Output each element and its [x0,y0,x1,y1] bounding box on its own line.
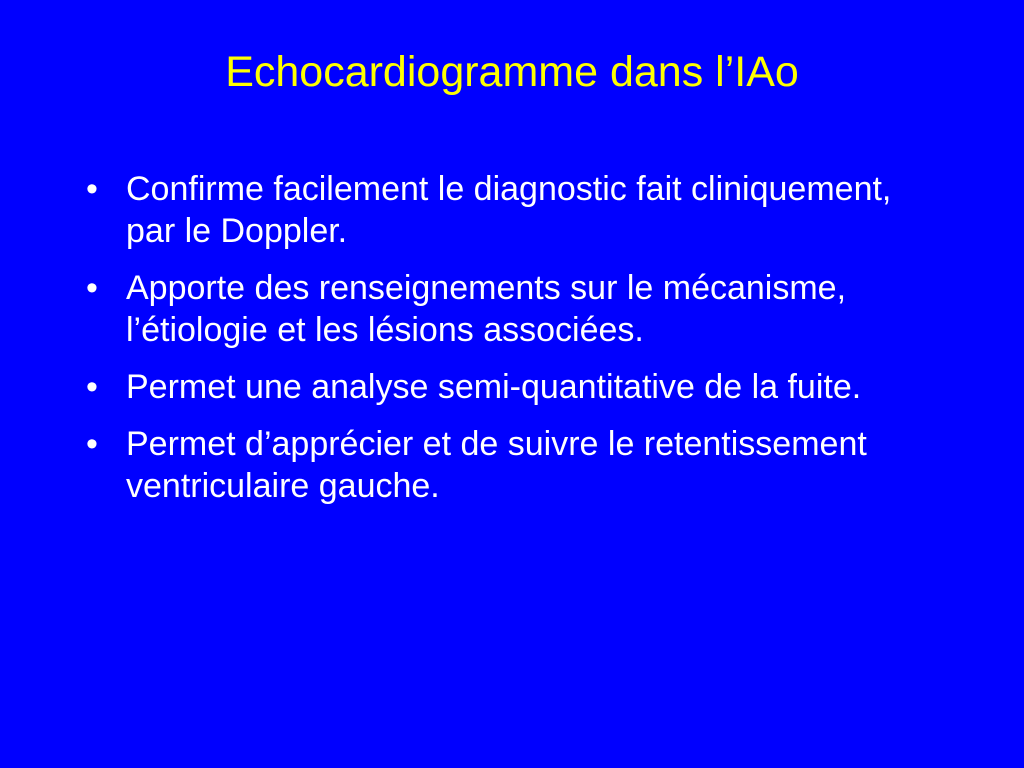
bullet-text: Confirme facilement le diagnostic fait cliniquement, par le Doppler. [126,170,892,250]
bullet-icon: • [86,269,98,307]
bullet-item-follow-up [86,423,946,507]
slide-title: Echocardiogramme dans l’IAo [225,48,799,96]
bullet-item-confirm [86,168,946,252]
bullet-text: Apporte des renseignements sur le mécanisme, l’étiologie et les lésions associées. [126,269,847,349]
bullet-item-information [86,267,946,351]
bullet-text: Permet d’apprécier et de suivre le retentissement ventriculaire gauche. [126,425,867,505]
bullet-icon: • [86,170,98,208]
bullet-icon: • [86,368,98,406]
bullet-item-analysis [86,366,946,408]
bullet-icon: • [86,425,98,463]
bullet-text: Permet une analyse semi-quantitative de la fuite. [126,368,862,406]
bullet-list [86,168,946,522]
